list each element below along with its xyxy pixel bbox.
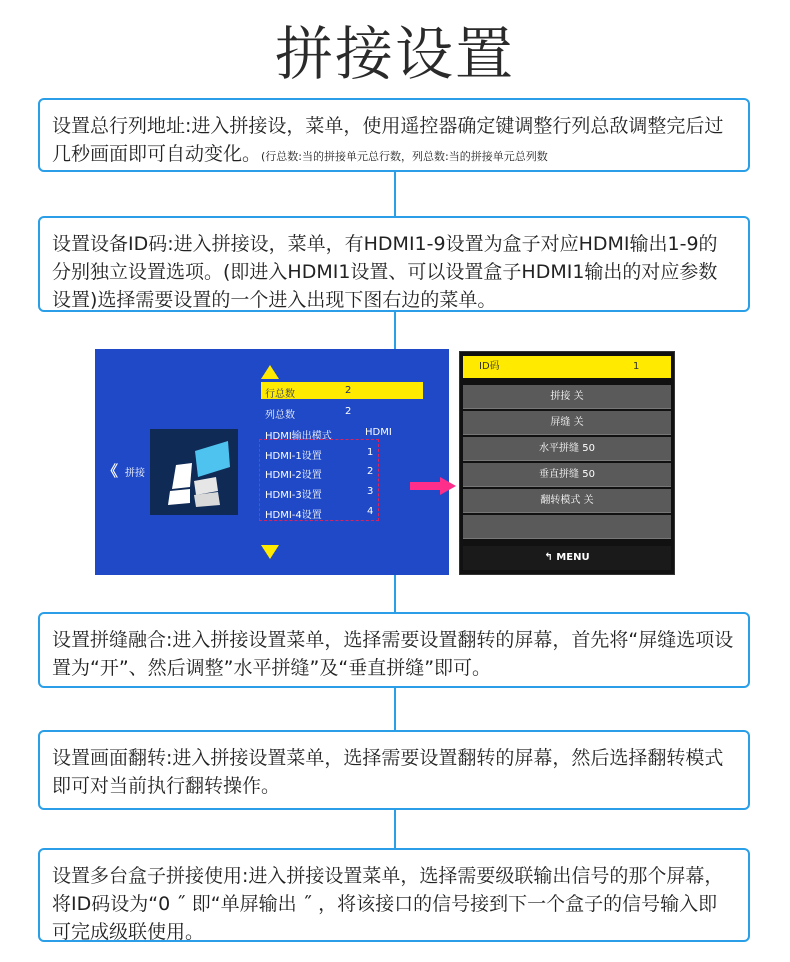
back-chevron-icon[interactable]: 《	[103, 462, 119, 480]
section-text: 设置设备ID码:进入拼接设，菜单，有HDMI1-9设置为盒子对应HDMI输出1-9的分别独立设置选项。(即进入HDMI1设置、可以设置盒子HDMI1输出的对应参数设置)选择需要设置的一个进入出现下图右边的菜单。	[52, 233, 718, 311]
panel-row-flip-mode[interactable]: 翻转模式 关	[463, 489, 671, 513]
menu-item-row-total[interactable]: 行总数	[265, 389, 295, 400]
panel-row-seam[interactable]: 屏缝 关	[463, 411, 671, 435]
menu-item-col-total[interactable]: 列总数	[265, 410, 295, 421]
section-text: 设置总行列地址:进入拼接设，菜单，使用遥控器确定键调整行列总敌调整完后过几秒画面即可自动变化。	[52, 115, 724, 165]
osd-splice-menu	[95, 349, 449, 575]
connector-line	[394, 312, 396, 349]
id-row[interactable]	[463, 356, 671, 378]
menu-value: HDMI	[365, 427, 392, 438]
menu-item-hdmi-2[interactable]: HDMI-2设置	[265, 470, 322, 481]
menu-item-hdmi-mode[interactable]: HDMI输出模式	[265, 431, 332, 442]
panel-row-v-seam[interactable]: 垂直拼缝 50	[463, 463, 671, 487]
splice-icon	[150, 429, 238, 515]
connector-line	[394, 688, 396, 730]
section-device-id	[38, 216, 750, 312]
back-label: 拼接	[125, 468, 145, 479]
menu-footer[interactable]	[463, 546, 671, 570]
arrow-up-icon[interactable]	[261, 365, 279, 379]
section-text: 设置画面翻转:进入拼接设置菜单，选择需要设置翻转的屏幕，然后选择翻转模式即可对当前执行翻转操作。	[52, 747, 724, 797]
menu-value: 2	[345, 385, 352, 396]
menu-value: 4	[367, 506, 374, 517]
menu-value: 3	[367, 486, 374, 497]
menu-value: 2	[345, 406, 352, 417]
arrow-down-icon[interactable]	[261, 545, 279, 559]
section-text: 设置多台盒子拼接使用:进入拼接设置菜单，选择需要级联输出信号的那个屏幕，将ID码设为“0 ˝ 即“单屏输出 ˝ ，将该接口的信号接到下一个盒子的信号输入即可完成级联使用。	[52, 865, 724, 943]
connector-line	[394, 575, 396, 612]
panel-row-empty	[463, 515, 671, 539]
connector-line	[394, 810, 396, 848]
menu-label: MENU	[556, 552, 590, 563]
section-multi-box-cascade	[38, 848, 750, 942]
connector-line	[394, 172, 396, 216]
menu-item-hdmi-1[interactable]: HDMI-1设置	[265, 451, 322, 462]
section-total-rows-cols	[38, 98, 750, 172]
menu-value: 1	[367, 447, 374, 458]
osd-hdmi-settings-panel	[459, 351, 675, 575]
menu-item-hdmi-3[interactable]: HDMI-3设置	[265, 490, 322, 501]
section-note: (行总数:当的拼接单元总行数，列总数:当的拼接单元总列数	[261, 150, 548, 163]
page-title: 拼接设置	[274, 20, 515, 88]
id-label: ID码	[479, 361, 500, 372]
arrow-right-icon	[410, 477, 458, 499]
id-value: 1	[633, 361, 640, 372]
menu-value: 2	[367, 466, 374, 477]
panel-row-h-seam[interactable]: 水平拼缝 50	[463, 437, 671, 461]
return-arrow-icon: ↰	[544, 552, 553, 563]
section-seam-blend	[38, 612, 750, 688]
section-image-flip	[38, 730, 750, 810]
section-text: 设置拼缝融合:进入拼接设置菜单，选择需要设置翻转的屏幕，首先将“屏缝选项设置为“开”、然后调整”水平拼缝”及“垂直拼缝”即可。	[52, 629, 734, 679]
menu-item-hdmi-4[interactable]: HDMI-4设置	[265, 510, 322, 521]
panel-row-splice[interactable]: 拼接 关	[463, 385, 671, 409]
